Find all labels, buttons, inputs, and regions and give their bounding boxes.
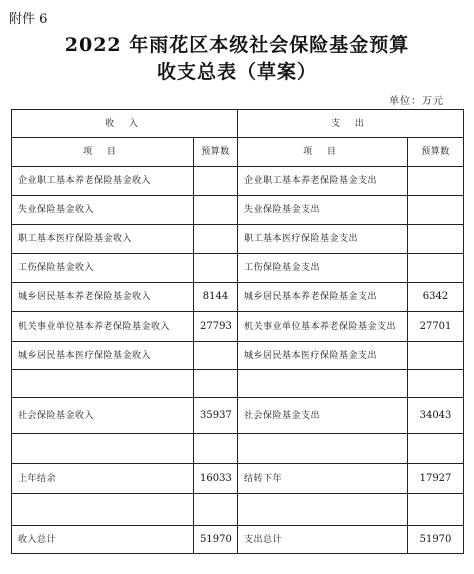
income-value	[194, 225, 238, 254]
income-item	[12, 494, 194, 526]
section-header-row	[12, 110, 464, 138]
table-row	[12, 342, 464, 370]
expense-total-value: 51970	[408, 526, 464, 554]
table-row	[12, 464, 464, 494]
income-item-header: 项 目	[12, 138, 194, 167]
expense-item: 城乡居民基本医疗保险基金支出	[238, 342, 408, 370]
expense-item: 职工基本医疗保险基金支出	[238, 225, 408, 254]
column-header-row	[12, 138, 464, 167]
table-row	[12, 254, 464, 283]
expense-budget-header: 预算数	[408, 138, 464, 167]
income-item: 工伤保险基金收入	[12, 254, 194, 283]
expense-value	[408, 254, 464, 283]
income-item: 机关事业单位基本养老保险基金收入	[12, 312, 194, 342]
income-value	[194, 254, 238, 283]
income-value	[194, 370, 238, 398]
expense-value: 34043	[408, 398, 464, 434]
expense-value: 6342	[408, 283, 464, 312]
income-value	[194, 494, 238, 526]
income-item: 企业职工基本养老保险基金收入	[12, 167, 194, 196]
table-row	[12, 494, 464, 526]
income-item: 社会保险基金收入	[12, 398, 194, 434]
income-value	[194, 196, 238, 225]
income-item: 城乡居民基本养老保险基金收入	[12, 283, 194, 312]
expense-item: 企业职工基本养老保险基金支出	[238, 167, 408, 196]
table-row	[12, 434, 464, 464]
expense-item	[238, 370, 408, 398]
income-value: 27793	[194, 312, 238, 342]
table-row	[12, 370, 464, 398]
income-total-label: 收入总计	[12, 526, 194, 554]
expense-item: 失业保险基金支出	[238, 196, 408, 225]
expense-value	[408, 370, 464, 398]
income-header: 收 入	[12, 110, 238, 138]
expense-item-header: 项 目	[238, 138, 408, 167]
income-value: 16033	[194, 464, 238, 494]
unit-label: 单位：万元	[389, 96, 444, 107]
income-value	[194, 342, 238, 370]
expense-item: 城乡居民基本养老保险基金支出	[238, 283, 408, 312]
expense-item: 工伤保险基金支出	[238, 254, 408, 283]
expense-value	[408, 196, 464, 225]
attachment-label: 附件 6	[9, 12, 48, 27]
expense-value	[408, 494, 464, 526]
budget-table	[11, 109, 464, 554]
expense-value	[408, 167, 464, 196]
expense-item: 机关事业单位基本养老保险基金支出	[238, 312, 408, 342]
income-budget-header: 预算数	[194, 138, 238, 167]
expense-value	[408, 434, 464, 464]
table-row	[12, 167, 464, 196]
table-row	[12, 225, 464, 254]
income-item	[12, 434, 194, 464]
income-item: 职工基本医疗保险基金收入	[12, 225, 194, 254]
expense-item	[238, 494, 408, 526]
table-row	[12, 283, 464, 312]
expense-header: 支 出	[238, 110, 464, 138]
expense-item: 结转下年	[238, 464, 408, 494]
total-row	[12, 526, 464, 554]
income-value: 8144	[194, 283, 238, 312]
income-item: 城乡居民基本医疗保险基金收入	[12, 342, 194, 370]
expense-value	[408, 225, 464, 254]
expense-value: 27701	[408, 312, 464, 342]
income-item	[12, 370, 194, 398]
income-value: 35937	[194, 398, 238, 434]
income-item: 上年结余	[12, 464, 194, 494]
document-subtitle: 收支总表（草案）	[156, 61, 317, 83]
income-value	[194, 434, 238, 464]
expense-value: 17927	[408, 464, 464, 494]
table-row	[12, 398, 464, 434]
expense-value	[408, 342, 464, 370]
expense-item: 社会保险基金支出	[238, 398, 408, 434]
income-total-value: 51970	[194, 526, 238, 554]
income-item: 失业保险基金收入	[12, 196, 194, 225]
income-value	[194, 167, 238, 196]
expense-total-label: 支出总计	[238, 526, 408, 554]
table-row	[12, 196, 464, 225]
expense-item	[238, 434, 408, 464]
table-row	[12, 312, 464, 342]
document-title: 2022 年雨花区本级社会保险基金预算	[64, 34, 410, 56]
